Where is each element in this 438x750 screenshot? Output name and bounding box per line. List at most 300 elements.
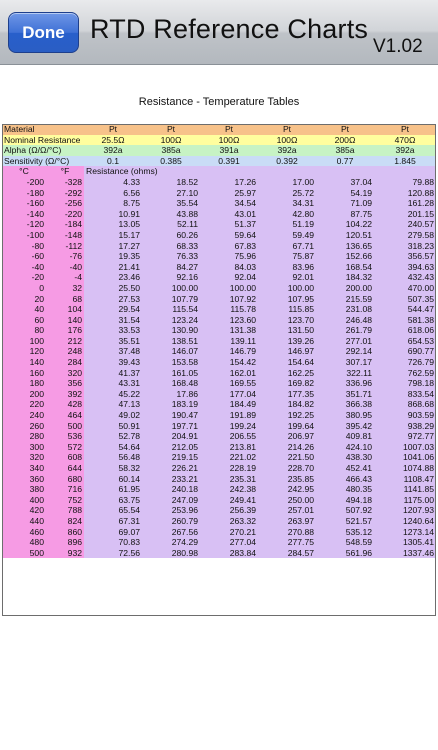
resistance-cell: 204.91 [142,431,200,442]
resistance-cell: 67.31 [84,516,142,527]
resistance-cell: 480.35 [316,484,374,495]
nominal-cell: 470Ω [374,135,436,146]
celsius-cell: 20 [2,294,46,305]
resistance-cell: 79.88 [374,177,436,188]
navigation-bar [0,0,438,65]
table-row [2,389,436,400]
table-row [2,410,436,421]
resistance-cell: 131.38 [200,325,258,336]
resistance-cell: 432.43 [374,272,436,283]
version-label: V1.02 [373,36,423,57]
resistance-cell: 219.15 [142,452,200,463]
resistance-cell: 67.83 [200,241,258,252]
resistance-cell: 87.75 [316,209,374,220]
fahrenheit-cell: 536 [46,431,84,442]
resistance-cell: 270.21 [200,527,258,538]
resistance-cell: 1305.41 [374,537,436,548]
resistance-cell: 25.72 [258,188,316,199]
celsius-cell: 160 [2,368,46,379]
resistance-cell: 240.18 [142,484,200,495]
resistance-cell: 284.57 [258,548,316,559]
resistance-cell: 274.29 [142,537,200,548]
resistance-cell: 833.54 [374,389,436,400]
sensitivity-cell: 0.77 [316,156,374,167]
resistance-cell: 43.01 [200,209,258,220]
resistance-cell: 1074.88 [374,463,436,474]
resistance-cell: 123.24 [142,315,200,326]
resistance-cell: 184.32 [316,272,374,283]
table-row [2,537,436,548]
sensitivity-cell: 0.391 [200,156,258,167]
resistance-cell: 277.04 [200,537,258,548]
resistance-cell: 438.30 [316,452,374,463]
nominal-resistance-row [2,135,436,146]
resistance-cell: 72.56 [84,548,142,559]
table-row [2,548,436,559]
resistance-cell: 107.95 [258,294,316,305]
resistance-cell: 15.17 [84,230,142,241]
resistance-cell: 903.59 [374,410,436,421]
resistance-cell: 52.11 [142,219,200,230]
resistance-cell: 161.05 [142,368,200,379]
resistance-cell: 212.05 [142,442,200,453]
alpha-cell: 385a [316,145,374,156]
fahrenheit-cell: 788 [46,505,84,516]
resistance-cell: 52.78 [84,431,142,442]
fahrenheit-cell: 284 [46,357,84,368]
celsius-cell: -140 [2,209,46,220]
resistance-cell: 17.26 [200,177,258,188]
resistance-cell: 123.70 [258,315,316,326]
celsius-header: °C [2,166,46,177]
resistance-cell: 466.43 [316,474,374,485]
celsius-cell: -100 [2,230,46,241]
resistance-cell: 161.28 [374,198,436,209]
resistance-cell: 470.00 [374,283,436,294]
resistance-cell: 43.31 [84,378,142,389]
resistance-cell: 246.48 [316,315,374,326]
resistance-cell: 409.81 [316,431,374,442]
celsius-cell: 200 [2,389,46,400]
fahrenheit-cell: 860 [46,527,84,538]
resistance-cell: 60.26 [142,230,200,241]
resistance-cell: 177.35 [258,389,316,400]
resistance-cell: 206.97 [258,431,316,442]
resistance-cell: 228.19 [200,463,258,474]
celsius-cell: 320 [2,452,46,463]
nominal-cell: 100Ω [258,135,316,146]
material-cell: Pt [374,124,436,135]
resistance-cell: 100.00 [200,283,258,294]
resistance-cell: 226.21 [142,463,200,474]
table-row [2,431,436,442]
table-row [2,188,436,199]
resistance-cell: 235.31 [200,474,258,485]
resistance-cell: 120.88 [374,188,436,199]
resistance-cell: 544.47 [374,304,436,315]
fahrenheit-cell: 32 [46,283,84,294]
table-row [2,251,436,262]
resistance-cell: 41.37 [84,368,142,379]
resistance-cell: 938.29 [374,421,436,432]
resistance-cell: 56.48 [84,452,142,463]
resistance-cell: 45.22 [84,389,142,400]
resistance-cell: 34.31 [258,198,316,209]
alpha-cell: 385a [142,145,200,156]
resistance-cell: 17.27 [84,241,142,252]
nominal-cell: 25.5Ω [84,135,142,146]
material-cell: Pt [84,124,142,135]
material-cell: Pt [316,124,374,135]
resistance-cell: 280.98 [142,548,200,559]
resistance-cell: 215.59 [316,294,374,305]
resistance-cell: 762.59 [374,368,436,379]
fahrenheit-cell: 932 [46,548,84,559]
resistance-cell: 51.37 [200,219,258,230]
resistance-cell: 206.55 [200,431,258,442]
resistance-cell: 162.25 [258,368,316,379]
celsius-cell: 40 [2,304,46,315]
celsius-cell: 400 [2,495,46,506]
resistance-cell: 63.75 [84,495,142,506]
resistance-cell: 263.32 [200,516,258,527]
table-row [2,484,436,495]
fahrenheit-cell: 212 [46,336,84,347]
celsius-cell: 300 [2,442,46,453]
resistance-cell: 199.64 [258,421,316,432]
resistance-cell: 71.09 [316,198,374,209]
resistance-cell: 233.21 [142,474,200,485]
resistance-cell: 177.04 [200,389,258,400]
fahrenheit-cell: -76 [46,251,84,262]
resistance-cell: 54.19 [316,188,374,199]
resistance-cell: 146.79 [200,346,258,357]
fahrenheit-cell: 320 [46,368,84,379]
resistance-cell: 190.47 [142,410,200,421]
resistance-cell: 43.88 [142,209,200,220]
table-row [2,474,436,485]
resistance-cell: 67.71 [258,241,316,252]
resistance-cell: 270.88 [258,527,316,538]
nominal-cell: 100Ω [142,135,200,146]
table-row [2,505,436,516]
resistance-cell: 84.03 [200,262,258,273]
fahrenheit-cell: 104 [46,304,84,315]
table-row [2,399,436,410]
fahrenheit-cell: 500 [46,421,84,432]
table-row [2,230,436,241]
resistance-cell: 154.42 [200,357,258,368]
table-row [2,442,436,453]
resistance-cell: 70.83 [84,537,142,548]
resistance-cell: 25.50 [84,283,142,294]
table-row [2,336,436,347]
sensitivity-cell: 0.385 [142,156,200,167]
celsius-cell: 180 [2,378,46,389]
material-cell: Pt [258,124,316,135]
table-row [2,177,436,188]
resistance-cell: 18.52 [142,177,200,188]
alpha-cell: 392a [84,145,142,156]
fahrenheit-cell: 356 [46,378,84,389]
resistance-cell: 84.27 [142,262,200,273]
resistance-cell: 152.66 [316,251,374,262]
resistance-cell: 213.81 [200,442,258,453]
resistance-cell: 83.96 [258,262,316,273]
resistance-cell: 1240.64 [374,516,436,527]
resistance-cell: 351.71 [316,389,374,400]
resistance-cell: 200.00 [316,283,374,294]
resistance-cell: 115.85 [258,304,316,315]
table-title: Resistance - Temperature Tables [138,96,300,108]
resistance-cell: 37.48 [84,346,142,357]
resistance-cell: 107.92 [200,294,258,305]
resistance-cell: 130.90 [142,325,200,336]
fahrenheit-cell: -220 [46,209,84,220]
resistance-cell: 1207.93 [374,505,436,516]
resistance-cell: 1041.06 [374,452,436,463]
resistance-cell: 131.50 [258,325,316,336]
resistance-cell: 277.75 [258,537,316,548]
resistance-cell: 292.14 [316,346,374,357]
resistance-cell: 231.08 [316,304,374,315]
done-button[interactable]: Done [8,12,79,53]
resistance-cell: 548.59 [316,537,374,548]
resistance-cell: 69.07 [84,527,142,538]
table-row [2,325,436,336]
resistance-cell: 260.79 [142,516,200,527]
fahrenheit-cell: 716 [46,484,84,495]
resistance-cell: 263.97 [258,516,316,527]
celsius-cell: -200 [2,177,46,188]
celsius-cell: 360 [2,474,46,485]
resistance-cell: 726.79 [374,357,436,368]
resistance-cell: 618.06 [374,325,436,336]
resistance-cell: 228.70 [258,463,316,474]
celsius-cell: -60 [2,251,46,262]
resistance-cell: 75.87 [258,251,316,262]
celsius-cell: 60 [2,315,46,326]
celsius-cell: 0 [2,283,46,294]
celsius-cell: -180 [2,188,46,199]
resistance-cell: 169.55 [200,378,258,389]
material-row [2,124,436,135]
resistance-cell: 356.57 [374,251,436,262]
resistance-cell: 199.24 [200,421,258,432]
resistance-cell: 25.97 [200,188,258,199]
resistance-cell: 197.71 [142,421,200,432]
resistance-cell: 221.02 [200,452,258,463]
resistance-cell: 318.23 [374,241,436,252]
fahrenheit-cell: 464 [46,410,84,421]
celsius-cell: -160 [2,198,46,209]
resistance-cell: 424.10 [316,442,374,453]
resistance-cell: 267.56 [142,527,200,538]
resistance-cell: 654.53 [374,336,436,347]
table-row [2,294,436,305]
resistance-cell: 27.10 [142,188,200,199]
table-row [2,283,436,294]
sensitivity-label: Sensitivity (Ω/°C) [2,156,84,167]
resistance-cell: 1273.14 [374,527,436,538]
resistance-cell: 17.00 [258,177,316,188]
celsius-cell: 220 [2,399,46,410]
resistance-cell: 138.51 [142,336,200,347]
resistance-cell: 279.58 [374,230,436,241]
resistance-cell: 146.07 [142,346,200,357]
resistance-cell: 68.33 [142,241,200,252]
resistance-cell: 17.86 [142,389,200,400]
resistance-cell: 21.41 [84,262,142,273]
celsius-cell: 100 [2,336,46,347]
resistance-cell: 115.78 [200,304,258,315]
resistance-cell: 92.01 [258,272,316,283]
alpha-cell: 392a [374,145,436,156]
nominal-label: Nominal Resistance [2,135,84,146]
resistance-cell: 868.68 [374,399,436,410]
celsius-cell: 80 [2,325,46,336]
fahrenheit-cell: 140 [46,315,84,326]
fahrenheit-cell: -328 [46,177,84,188]
table-row [2,272,436,283]
resistance-cell: 507.92 [316,505,374,516]
resistance-cell: 92.04 [200,272,258,283]
resistance-cell: 139.26 [258,336,316,347]
resistance-cell: 37.04 [316,177,374,188]
fahrenheit-cell: -40 [46,262,84,273]
resistance-cell: 972.77 [374,431,436,442]
rtd-table [2,124,436,558]
nominal-cell: 100Ω [200,135,258,146]
resistance-cell: 146.97 [258,346,316,357]
resistance-cell: 104.22 [316,219,374,230]
celsius-cell: 140 [2,357,46,368]
fahrenheit-cell: 680 [46,474,84,485]
table-row [2,527,436,538]
resistance-cell: 201.15 [374,209,436,220]
resistance-cell: 452.41 [316,463,374,474]
fahrenheit-cell: 824 [46,516,84,527]
resistance-cell: 13.05 [84,219,142,230]
table-row [2,495,436,506]
resistance-cell: 521.57 [316,516,374,527]
resistance-cell: 507.35 [374,294,436,305]
fahrenheit-cell: 392 [46,389,84,400]
resistance-cell: 10.91 [84,209,142,220]
resistance-cell: 1175.00 [374,495,436,506]
resistance-cell: 366.38 [316,399,374,410]
celsius-cell: 340 [2,463,46,474]
table-row [2,421,436,432]
resistance-cell: 59.64 [200,230,258,241]
resistance-cell: 1108.47 [374,474,436,485]
celsius-cell: 420 [2,505,46,516]
resistance-cell: 191.89 [200,410,258,421]
resistance-cell: 139.11 [200,336,258,347]
resistance-cell: 35.54 [142,198,200,209]
fahrenheit-cell: -112 [46,241,84,252]
celsius-cell: 260 [2,421,46,432]
resistance-cell: 184.49 [200,399,258,410]
table-row [2,516,436,527]
resistance-cell: 336.96 [316,378,374,389]
fahrenheit-cell: 428 [46,399,84,410]
table-row [2,357,436,368]
fahrenheit-cell: -4 [46,272,84,283]
resistance-cell: 153.58 [142,357,200,368]
resistance-cell: 23.46 [84,272,142,283]
resistance-cell: 798.18 [374,378,436,389]
material-cell: Pt [142,124,200,135]
resistance-cell: 107.79 [142,294,200,305]
fahrenheit-cell: 176 [46,325,84,336]
resistance-cell: 169.82 [258,378,316,389]
resistance-cell: 92.16 [142,272,200,283]
resistance-cell: 307.17 [316,357,374,368]
table-row [2,304,436,315]
fahrenheit-cell: -184 [46,219,84,230]
fahrenheit-cell: -292 [46,188,84,199]
resistance-cell: 42.80 [258,209,316,220]
table-row [2,452,436,463]
celsius-cell: 120 [2,346,46,357]
resistance-cell: 322.11 [316,368,374,379]
resistance-cell: 61.95 [84,484,142,495]
alpha-cell: 392a [258,145,316,156]
celsius-cell: 500 [2,548,46,559]
celsius-cell: 460 [2,527,46,538]
table-row [2,378,436,389]
resistance-cell: 283.84 [200,548,258,559]
resistance-cell: 380.95 [316,410,374,421]
resistance-cell: 100.00 [142,283,200,294]
table-row [2,198,436,209]
resistance-cell: 1141.85 [374,484,436,495]
celsius-cell: 380 [2,484,46,495]
table-row [2,262,436,273]
celsius-cell: 480 [2,537,46,548]
resistance-cell: 19.35 [84,251,142,262]
resistance-cell: 1007.03 [374,442,436,453]
celsius-cell: 280 [2,431,46,442]
fahrenheit-cell: 896 [46,537,84,548]
table-row [2,346,436,357]
resistance-cell: 100.00 [258,283,316,294]
app-title: RTD Reference Charts [90,14,369,44]
resistance-cell: 535.12 [316,527,374,538]
resistance-cell: 76.33 [142,251,200,262]
resistance-cell: 253.96 [142,505,200,516]
resistance-cell: 261.79 [316,325,374,336]
fahrenheit-header: °F [46,166,84,177]
celsius-cell: -120 [2,219,46,230]
resistance-cell: 168.54 [316,262,374,273]
resistance-cell: 115.54 [142,304,200,315]
resistance-cell: 60.14 [84,474,142,485]
material-cell: Pt [200,124,258,135]
resistance-cell: 1337.46 [374,548,436,559]
resistance-cell: 235.85 [258,474,316,485]
resistance-cell: 4.33 [84,177,142,188]
sensitivity-cell: 0.1 [84,156,142,167]
resistance-cell: 690.77 [374,346,436,357]
resistance-cell: 257.01 [258,505,316,516]
resistance-cell: 58.32 [84,463,142,474]
resistance-cell: 561.96 [316,548,374,559]
resistance-cell: 33.53 [84,325,142,336]
resistance-cell: 154.64 [258,357,316,368]
resistance-cell: 29.54 [84,304,142,315]
